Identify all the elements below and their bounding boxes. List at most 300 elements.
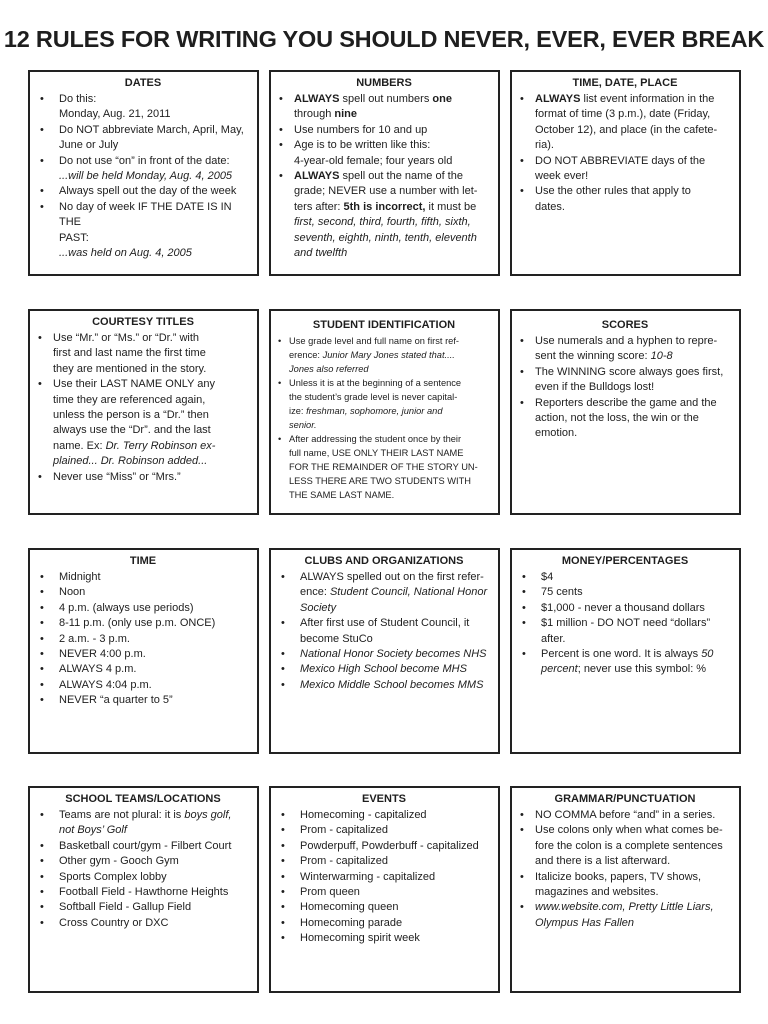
- rule-item: [35, 854, 251, 869]
- rule-text: ALWAYS 4 p.m.: [59, 663, 137, 676]
- rule-text: Percent is one word. It is always: [541, 648, 702, 661]
- rule-item: [276, 678, 492, 693]
- rule-item: [276, 123, 492, 138]
- rule-item: [35, 200, 251, 262]
- rule-text: Junior Mary Jones stated that....: [322, 350, 455, 360]
- rule-line: [535, 411, 733, 426]
- box-title: TIME: [129, 555, 157, 567]
- rule-text: full name, USE ONLY THEIR LAST NAME: [289, 448, 464, 458]
- rule-line: [59, 808, 251, 823]
- rule-line: [294, 231, 492, 246]
- rule-line: [535, 365, 733, 380]
- rule-line: [289, 362, 492, 376]
- rule-item: [35, 470, 251, 485]
- rule-list: [276, 92, 492, 261]
- rule-line: [541, 647, 733, 662]
- rule-box-clubs-and-organizations: [269, 548, 500, 754]
- rule-item: [517, 570, 733, 585]
- rule-item: [517, 396, 733, 442]
- rule-item: [276, 169, 492, 261]
- rule-box-time-date-place: [510, 70, 741, 276]
- rule-text: ters after:: [294, 200, 344, 213]
- rule-line: [289, 418, 492, 432]
- rule-item: [276, 854, 492, 869]
- rule-text: boys golf,: [184, 809, 232, 821]
- rule-text: Use numbers for 10 and up: [294, 123, 428, 136]
- rule-line: [294, 246, 492, 261]
- rule-item: [35, 585, 251, 600]
- rule-line: [289, 474, 492, 488]
- rule-item: [276, 138, 492, 169]
- rule-item: [276, 647, 492, 662]
- rule-line: [535, 808, 733, 823]
- rule-item: [35, 123, 251, 154]
- rule-line: [300, 585, 492, 600]
- rule-item: [35, 693, 251, 708]
- rule-line: [300, 931, 492, 946]
- rule-line: [300, 900, 492, 915]
- rule-line: [59, 662, 251, 677]
- rule-text: week ever!: [535, 170, 589, 183]
- rule-item: [517, 616, 733, 647]
- rule-text: they are mentioned in the story.: [53, 362, 207, 375]
- box-title: SCORES: [601, 319, 649, 331]
- rule-text: action, not the loss, the win or the: [535, 412, 699, 425]
- rule-box-student-identification: [269, 309, 500, 515]
- rule-line: [59, 200, 251, 231]
- rule-item: [517, 585, 733, 600]
- rule-box-school-teams-locations: [28, 786, 259, 993]
- rule-text: Italicize books, papers, TV shows,: [535, 870, 702, 883]
- rule-text: one: [432, 93, 452, 105]
- rule-line: [300, 916, 492, 931]
- rule-item: [35, 870, 251, 885]
- rule-line: [300, 823, 492, 838]
- rule-line: [59, 570, 251, 585]
- rule-text: Basketball court/gym - Filbert Court: [59, 839, 232, 852]
- rule-item: [517, 647, 733, 678]
- rule-line: [53, 346, 251, 361]
- rule-item: [35, 632, 251, 647]
- rule-text: Use numerals and a hyphen to repre-: [535, 335, 718, 347]
- rule-list: [35, 570, 251, 709]
- rule-item: [517, 900, 733, 931]
- rule-item: [276, 823, 492, 838]
- rule-line: [535, 123, 733, 138]
- rule-line: [294, 92, 492, 107]
- rule-line: [294, 169, 492, 184]
- rule-line: [289, 488, 492, 502]
- box-title: STUDENT IDENTIFICATION: [312, 319, 456, 331]
- rule-text: the student’s grade level is never capital-: [289, 392, 458, 402]
- rule-text: become StuCo: [300, 632, 373, 645]
- rule-line: [300, 616, 492, 631]
- rule-line: [59, 900, 251, 915]
- rule-line: [535, 823, 733, 838]
- rule-text: Use colons only when what comes be-: [535, 824, 723, 837]
- rule-item: [276, 870, 492, 885]
- rule-text: emotion.: [535, 427, 578, 440]
- rule-line: [59, 870, 251, 885]
- rule-item: [35, 184, 251, 199]
- rule-text: seventh, eighth, ninth, tenth, eleventh: [294, 231, 477, 244]
- rule-item: [35, 647, 251, 662]
- rule-text: Homecoming parade: [300, 916, 403, 929]
- rule-line: [294, 138, 492, 153]
- rule-line: [53, 393, 251, 408]
- rule-item: [35, 916, 251, 931]
- rule-text: ria).: [535, 139, 554, 152]
- rule-line: [53, 408, 251, 423]
- rule-item: [35, 616, 251, 631]
- rule-text: Society: [300, 601, 337, 614]
- rule-line: [535, 839, 733, 854]
- rule-text: 50: [701, 648, 714, 661]
- rule-line: [535, 854, 733, 869]
- rule-line: [289, 460, 492, 474]
- rule-item: [517, 92, 733, 154]
- rule-text: Age is to be written like this:: [294, 139, 431, 152]
- rule-text: erence:: [289, 350, 323, 360]
- rule-text: Winterwarming - capitalized: [300, 870, 436, 883]
- rule-text: Homecoming spirit week: [300, 932, 420, 945]
- rule-text: senior.: [289, 420, 317, 430]
- rule-item: [276, 916, 492, 931]
- rule-item: [517, 870, 733, 901]
- rule-text: ALWAYS: [294, 170, 340, 183]
- rule-line: [300, 839, 492, 854]
- rule-text: not Boys’ Golf: [59, 824, 127, 837]
- rule-line: [289, 446, 492, 460]
- rule-line: [59, 823, 251, 838]
- rule-text: spell out the name of the: [339, 170, 463, 183]
- rule-text: Always spell out the day of the week: [59, 185, 237, 198]
- rule-text: Do NOT abbreviate March, April, May,: [59, 123, 244, 136]
- rule-text: $1 million - DO NOT need “dollars”: [541, 617, 711, 630]
- rule-text: Homecoming queen: [300, 901, 399, 914]
- rule-text: 75 cents: [541, 586, 583, 599]
- rule-text: sent the winning score:: [535, 350, 651, 363]
- rule-item: [276, 839, 492, 854]
- rule-list: [517, 570, 733, 678]
- rule-line: [53, 331, 251, 346]
- rule-text: Do not use “on” in front of the date:: [59, 154, 230, 167]
- rule-line: [59, 647, 251, 662]
- rule-line: [289, 390, 492, 404]
- rule-line: [59, 693, 251, 708]
- rule-text: 4 p.m. (always use periods): [59, 601, 194, 614]
- rule-line: [294, 215, 492, 230]
- rule-item: [517, 154, 733, 185]
- rule-box-numbers: [269, 70, 500, 276]
- rule-item: [276, 92, 492, 123]
- rule-item: [276, 900, 492, 915]
- rule-text: first and last name the first time: [53, 347, 206, 360]
- rule-text: Prom - capitalized: [300, 824, 389, 837]
- rule-text: Homecoming - capitalized: [300, 809, 427, 821]
- rule-text: ALWAYS spelled out on the first refer-: [300, 571, 484, 583]
- rule-text: percent: [541, 663, 578, 676]
- rule-item: [276, 931, 492, 946]
- rule-item: [276, 570, 492, 616]
- rule-text: Do this:: [59, 93, 97, 105]
- rule-line: [289, 334, 492, 348]
- rule-line: [289, 348, 492, 362]
- rule-line: [59, 678, 251, 693]
- rule-line: [289, 376, 492, 390]
- rule-box-dates: [28, 70, 259, 276]
- rule-line: [535, 107, 733, 122]
- rule-text: 4-year-old female; four years old: [294, 154, 453, 167]
- rule-list: [276, 570, 492, 693]
- rule-text: Use their LAST NAME ONLY any: [53, 378, 216, 391]
- rule-line: [59, 107, 251, 122]
- rule-list: [35, 331, 251, 485]
- rule-item: [276, 334, 492, 376]
- rule-item: [35, 839, 251, 854]
- rule-text: No day of week IF THE DATE IS IN THE: [59, 200, 232, 229]
- rule-line: [541, 570, 733, 585]
- rule-list: [517, 808, 733, 931]
- rule-line: [59, 854, 251, 869]
- rule-text: Cross Country or DXC: [59, 916, 169, 929]
- rule-text: 10-8: [650, 350, 673, 363]
- rule-line: [59, 601, 251, 616]
- rule-line: [541, 662, 733, 677]
- rule-text: Midnight: [59, 571, 101, 583]
- rule-item: [35, 154, 251, 185]
- rule-text: After first use of Student Council, it: [300, 617, 470, 630]
- rule-list: [276, 808, 492, 947]
- rule-text: and twelfth: [294, 247, 348, 260]
- rule-box-events: [269, 786, 500, 993]
- rule-line: [300, 570, 492, 585]
- rule-item: [276, 616, 492, 647]
- rule-text: after.: [541, 632, 566, 645]
- rule-line: [300, 854, 492, 869]
- rule-text: ...will be held Monday, Aug. 4, 2005: [59, 170, 233, 183]
- rule-item: [35, 92, 251, 123]
- rule-item: [276, 808, 492, 823]
- rule-text: Mexico High School become MHS: [300, 663, 467, 676]
- rule-text: nine: [334, 108, 357, 121]
- rule-line: [59, 169, 251, 184]
- rule-text: Unless it is at the beginning of a sentence: [289, 378, 462, 388]
- rule-text: Never use “Miss” or “Mrs.”: [53, 470, 181, 483]
- rule-text: list event information in the: [580, 93, 715, 105]
- rule-line: [300, 647, 492, 662]
- rule-text: October 12), and place (in the cafete-: [535, 123, 718, 136]
- rule-text: ; never use this symbol: %: [577, 663, 707, 676]
- rule-text: Student Council, National Honor: [329, 586, 488, 599]
- rule-text: and there is a list afterward.: [535, 855, 671, 868]
- rule-text: ...was held on Aug. 4, 2005: [59, 247, 192, 260]
- rule-text: FOR THE REMAINDER OF THE STORY UN-: [289, 462, 478, 472]
- rule-text: $1,000 - never a thousand dollars: [541, 601, 705, 614]
- rule-line: [294, 154, 492, 169]
- rule-line: [300, 808, 492, 823]
- rule-item: [35, 885, 251, 900]
- rule-text: Noon: [59, 586, 86, 599]
- rule-line: [59, 184, 251, 199]
- rule-line: [535, 334, 733, 349]
- rule-box-grammar-punctuation: [510, 786, 741, 993]
- rule-text: magazines and websites.: [535, 886, 659, 899]
- box-title: CLUBS AND ORGANIZATIONS: [304, 555, 464, 567]
- rule-line: [53, 377, 251, 392]
- rule-line: [59, 231, 251, 246]
- rule-line: [300, 870, 492, 885]
- rule-text: Reporters describe the game and the: [535, 396, 717, 409]
- rule-text: The WINNING score always goes first,: [535, 365, 724, 378]
- rule-line: [294, 107, 492, 122]
- rule-line: [535, 916, 733, 931]
- rule-line: [535, 426, 733, 441]
- rule-line: [59, 916, 251, 931]
- rule-line: [53, 439, 251, 454]
- rule-line: [294, 200, 492, 215]
- rule-item: [517, 334, 733, 365]
- box-title: SCHOOL TEAMS/LOCATIONS: [65, 793, 221, 805]
- rule-item: [35, 662, 251, 677]
- box-title: COURTESY TITLES: [92, 316, 194, 328]
- rule-list: [517, 92, 733, 215]
- rule-item: [517, 808, 733, 823]
- rule-text: grade; NEVER use a number with let-: [294, 185, 478, 198]
- rule-line: [541, 632, 733, 647]
- rule-text: fore the colon is a complete sentences: [535, 839, 723, 852]
- box-title: GRAMMAR/PUNCTUATION: [554, 793, 696, 805]
- rule-line: [541, 601, 733, 616]
- rule-box-courtesy-titles: [28, 309, 259, 515]
- rule-text: www.website.com, Pretty Little Liars,: [535, 901, 714, 914]
- rule-text: NEVER 4:00 p.m.: [59, 648, 146, 661]
- rule-line: [294, 123, 492, 138]
- rule-text: even if the Bulldogs lost!: [535, 381, 655, 394]
- rule-line: [535, 92, 733, 107]
- rule-text: Prom - capitalized: [300, 855, 389, 868]
- rule-line: [535, 200, 733, 215]
- rule-text: 5th is incorrect,: [343, 200, 426, 213]
- rule-text: Mexico Middle School becomes MMS: [300, 678, 484, 691]
- rule-line: [53, 454, 251, 469]
- rule-text: Use grade level and full name on first ref-: [289, 336, 460, 346]
- rule-line: [289, 432, 492, 446]
- rule-box-scores: [510, 309, 741, 515]
- rule-list: [517, 334, 733, 442]
- rule-line: [53, 362, 251, 377]
- rule-line: [59, 585, 251, 600]
- rule-text: Jones also referred: [289, 364, 369, 374]
- box-title: TIME, DATE, PLACE: [572, 77, 678, 89]
- rule-text: dates.: [535, 200, 565, 213]
- rule-line: [535, 169, 733, 184]
- rule-line: [535, 380, 733, 395]
- rule-text: PAST:: [59, 231, 89, 244]
- box-title: EVENTS: [361, 793, 406, 805]
- rule-text: 8-11 p.m. (only use p.m. ONCE): [59, 617, 216, 630]
- rule-text: time they are referenced again,: [53, 393, 206, 406]
- rule-text: Olympus Has Fallen: [535, 916, 635, 929]
- rule-text: format of time (3 p.m.), date (Friday,: [535, 108, 711, 121]
- rule-item: [35, 377, 251, 469]
- box-title: NUMBERS: [356, 77, 412, 89]
- rule-text: ence:: [300, 586, 330, 599]
- rule-text: Prom queen: [300, 886, 360, 899]
- rule-line: [535, 396, 733, 411]
- rule-line: [300, 662, 492, 677]
- box-title: DATES: [124, 77, 162, 89]
- rule-line: [53, 423, 251, 438]
- rule-text: through: [294, 108, 335, 121]
- rule-box-time: [28, 548, 259, 754]
- rule-line: [535, 154, 733, 169]
- rule-item: [517, 365, 733, 396]
- rule-text: Dr. Terry Robinson ex-: [105, 439, 216, 452]
- rule-text: it must be: [425, 200, 477, 213]
- rule-line: [300, 601, 492, 616]
- rule-line: [59, 246, 251, 261]
- rule-text: THE SAME LAST NAME.: [289, 490, 395, 500]
- rule-text: first, second, third, fourth, fifth, sixth,: [294, 216, 471, 229]
- rule-line: [289, 404, 492, 418]
- rule-line: [535, 900, 733, 915]
- rule-line: [535, 138, 733, 153]
- rule-line: [53, 470, 251, 485]
- rule-text: Football Field - Hawthorne Heights: [59, 886, 229, 899]
- rule-line: [59, 92, 251, 107]
- rule-list: [35, 92, 251, 261]
- rule-item: [276, 885, 492, 900]
- rule-line: [294, 184, 492, 199]
- rule-list: [276, 334, 492, 502]
- rule-text: After addressing the student once by their: [289, 434, 462, 444]
- rule-line: [535, 184, 733, 199]
- rule-line: [59, 616, 251, 631]
- rule-line: [300, 678, 492, 693]
- rule-text: Monday, Aug. 21, 2011: [59, 108, 171, 121]
- rule-text: Use “Mr.” or “Ms.” or “Dr.” with: [53, 332, 200, 344]
- rule-line: [59, 839, 251, 854]
- rule-text: always use the “Dr”. and the last: [53, 424, 211, 437]
- rule-text: DO NOT ABBREVIATE days of the: [535, 154, 706, 167]
- rule-item: [517, 184, 733, 215]
- rule-line: [59, 138, 251, 153]
- page-title: 12 RULES FOR WRITING YOU SHOULD NEVER, EVER, EVER BREAK: [3, 26, 765, 52]
- rule-item: [35, 331, 251, 377]
- rule-line: [59, 123, 251, 138]
- rule-text: NO COMMA before “and” in a series.: [535, 809, 716, 821]
- rule-line: [59, 885, 251, 900]
- rule-text: ALWAYS: [294, 93, 340, 105]
- rule-text: Use the other rules that apply to: [535, 185, 691, 198]
- rule-list: [35, 808, 251, 931]
- rule-item: [35, 678, 251, 693]
- rule-text: ALWAYS 4:04 p.m.: [59, 678, 152, 691]
- rule-item: [517, 601, 733, 616]
- rule-line: [541, 585, 733, 600]
- rule-text: 2 a.m. - 3 p.m.: [59, 632, 130, 645]
- rule-text: ALWAYS: [535, 93, 581, 105]
- rule-text: ize:: [289, 406, 307, 416]
- rule-text: Softball Field - Gallup Field: [59, 901, 192, 914]
- rule-text: plained... Dr. Robinson added...: [53, 455, 208, 468]
- rule-text: $4: [541, 571, 554, 583]
- rule-line: [535, 870, 733, 885]
- rule-item: [35, 601, 251, 616]
- rule-item: [517, 823, 733, 869]
- rule-item: [276, 432, 492, 502]
